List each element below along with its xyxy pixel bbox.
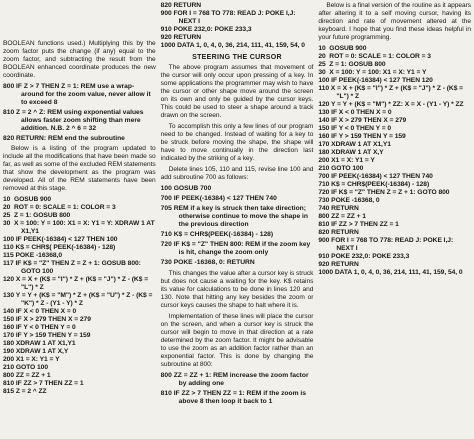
code-line: 150 IF X > 279 THEN X = 279 — [3, 316, 91, 323]
code-line: 100 GOSUB 700 — [160, 185, 212, 192]
listing-intro-paragraph: Below is a listing of the program updated to include all the modifications that have been made so far, as well as some of the excluded REM statements that show the development as the program was developed. All of the REM statements have been removed at this stage. — [3, 145, 156, 192]
code-line: 730 POKE -16368, 0: RETURN — [160, 259, 255, 266]
code-line: 150 IF Y < 0 THEN Y = 0 — [318, 125, 392, 132]
final-version-paragraph: Below is a final version of the routine as it appears after altering it to a self moving cursor, having its direction and rate of movement altered at the keyboard. I hope that you find these ideas helpful in your future programming. — [318, 2, 472, 41]
code-line: 1000 DATA 1, 0, 4, 0, 36, 214, 111, 41, 159, 54, 0 — [160, 42, 305, 49]
code-line: 120 Y = Y + (K$ = "M") * ZZ: X = X - (Y1 - Y) * ZZ — [318, 101, 464, 108]
code-line: 110 X = X + (K$ = "I") * Z + (K$ = "J") * Z - (K$ = "L") * Z — [318, 85, 465, 100]
program-listing-tail — [161, 2, 314, 50]
code-line: 730 POKE -16368, 0 — [318, 197, 380, 204]
code-line: 210 GOTO 100 — [3, 364, 49, 371]
code-line: 140 IF X < 0 THEN X = 0 — [3, 308, 77, 315]
code-line: 800 ZZ = ZZ + 1 — [3, 372, 51, 379]
code-line: 160 IF Y < 0 THEN Y = 0 — [3, 324, 76, 331]
note-line-800: 800 IF Z > 7 THEN Z = 1: REM use a wrap-around for the zoom value, never allow it to exceed 8 — [3, 83, 151, 106]
code-line: 210 GOTO 100 — [318, 165, 364, 172]
section-heading: STEERING THE CURSOR — [192, 54, 282, 61]
code-line: 910 POKE 232,0: POKE 233,3 — [318, 253, 410, 260]
code-line: 720 IF K$ = "Z" THEN Z = Z + 1: GOTO 800 — [318, 189, 450, 196]
code-line: 10 GOSUB 900 — [318, 45, 367, 52]
code-line: 900 FOR I = 768 TO 778: READ J: POKE I,J: NEXT I — [318, 237, 455, 252]
paragraph: This changes the value after a cursor key is struck but does not cause a waiting for the key. K$ retains its value for calculations to be done in lines 120 and 130. Note that hitting any key besides the zoom or cursor keys causes the shape to halt where it is. — [160, 270, 314, 309]
paragraph: Implementation of these lines will place the cursor on the screen, and when a cursor key is struck the cursor will begin to move in that direction at a rate determined by the zoom factor. It might be advisable to use the zoom as an addition factor rather than an exponential factor. This is done by changing the subroutine at 800: — [160, 313, 314, 368]
code-line: 810 IF ZZ > 7 THEN ZZ = 1: REM if the zoom is above 8 then loop it back to 1 — [160, 390, 306, 405]
code-line: 700 IF PEEK(-16384) < 127 THEN 740 — [318, 173, 433, 180]
program-listing-final — [318, 45, 471, 277]
code-line: 130 IF X < 0 THEN X = 0 — [318, 109, 392, 116]
code-line: 200 X1 = X: Y1 = Y — [3, 356, 60, 363]
subroutine-700-listing — [161, 185, 314, 267]
code-line: 810 IF ZZ > 7 THEN ZZ = 1 — [318, 221, 399, 228]
code-line: 25 Z = 1: GOSUB 800 — [3, 212, 71, 219]
code-line: 740 RETURN — [318, 205, 359, 212]
column-left — [3, 2, 156, 439]
code-line: 800 ZZ = ZZ + 1: REM increase the zoom factor by adding one — [160, 372, 309, 387]
column-right — [318, 2, 471, 439]
code-line: 10 GOSUB 900 — [3, 196, 52, 203]
code-line: 115 POKE -16368,0 — [3, 252, 63, 259]
paragraph: Delete lines 105, 110 and 115, revise line 100 and add subroutine 700 as follows: — [160, 166, 314, 181]
code-line: 190 XDRAW 1 AT X,Y — [3, 348, 69, 355]
code-line: 700 IF PEEK(-16384) < 127 THEN 740 — [160, 195, 277, 202]
code-line: 110 K$ = CHR$( PEEK(-16384) - 128) — [3, 244, 116, 251]
note-line-820: 820 RETURN: REM end the subroutine — [3, 135, 125, 142]
code-line: 820 RETURN — [318, 229, 359, 236]
code-line: 710 K$ = CHR$(PEEK(-16384) - 128) — [160, 231, 274, 238]
code-line: 180 XDRAW 1 AT X1,Y1 — [3, 340, 76, 347]
code-line: 800 ZZ = ZZ + 1 — [318, 213, 366, 220]
code-line: 20 ROT = 0: SCALE = 1: COLOR = 3 — [3, 204, 116, 211]
column-middle — [161, 2, 314, 439]
code-line: 100 IF PEEK(-16384) < 127 THEN 100 — [3, 236, 118, 243]
code-line: 25 Z = 1: GOSUB 800 — [318, 61, 386, 68]
code-line: 200 X1 = X: Y1 = Y — [318, 157, 375, 164]
intro-paragraph: BOOLEAN functions used.) Multiplying this by the zoom factor puts the change (if any) equal to the zoom factor, and subtracting the result from the BOOLEAN enhanced coordinate produces the new coordinate. — [3, 40, 156, 79]
code-line: 140 IF X > 279 THEN X = 279 — [318, 117, 407, 124]
code-line: 810 IF ZZ > 7 THEN ZZ = 1 — [3, 380, 84, 387]
code-line: 100 IF PEEK(-16384) < 127 THEN 120 — [318, 77, 433, 84]
note-line-810: 810 Z = 2 ^ Z: REM using exponential values allows faster zoom shifting than mere addition. N.B. 2 ^ 6 = 32 — [3, 109, 144, 132]
code-line: 20 ROT = 0: SCALE = 1: COLOR = 3 — [318, 53, 431, 60]
paragraph: The above program assumes that movement of the cursor will only occur upon pressing of a key. In some applications the programmer may wish to have the cursor or other shape move around the screen on its own and only be guided by the cursor keys. This could be used to steer a shape around a track drawn on the screen. — [160, 64, 314, 119]
code-line: 720 IF K$ = "Z" THEN 800: REM if the zoom key is hit, change the zoom only — [160, 241, 311, 256]
code-line: 1000 DATA 1, 0, 4, 0, 36, 214, 111, 41, 159, 54, 0 — [318, 269, 463, 276]
code-line: 705 REM if a key is struck then take direction; otherwise continue to move the shape in the previous direction — [160, 205, 308, 228]
code-line: 710 K$ = CHR$(PEEK(-16384) - 128) — [318, 181, 430, 188]
code-line: 30 X = 100: Y = 100: X1 = X: Y1 = Y — [318, 69, 427, 76]
code-line: 820 RETURN — [160, 2, 202, 9]
code-line: 170 XDRAW 1 AT X1,Y1 — [318, 141, 391, 148]
code-line: 920 RETURN — [318, 261, 359, 268]
code-line: 160 IF Y > 159 THEN Y = 159 — [318, 133, 406, 140]
code-line: 910 POKE 232,0: POKE 233,3 — [160, 26, 252, 33]
code-line: 120 X = X + (K$ = "I") * Z + (K$ = "J") * Z - (K$ = "L") * Z — [3, 276, 150, 291]
program-listing-1 — [3, 196, 156, 396]
code-line: 180 XDRAW 1 AT X,Y — [318, 149, 384, 156]
code-line: 815 Z = 2 ^ ZZ — [3, 388, 47, 395]
paragraph: To accomplish this only a few lines of our program need to be changed. Instead of waiting for a key to be struck before moving the shape, the shape will have to move continually in the direction last indicated by the striking of a key. — [160, 123, 314, 162]
code-line: 900 FOR I = 768 TO 778: READ J: POKE I,J: NEXT I — [160, 10, 298, 25]
code-line: 130 Y = Y + (K$ = "M") * Z + (K$ = "U") * Z - (K$ = "K") * Z - (Y1 - Y) * Z — [3, 292, 155, 307]
code-line: 170 IF Y > 159 THEN Y = 159 — [3, 332, 91, 339]
subroutine-800-listing — [161, 372, 314, 406]
code-line: 30 X = 100: Y = 100: X1 = X: Y1 = Y: XDRAW 1 AT X1,Y1 — [3, 220, 157, 235]
code-line: 117 IF K$ = "Z" THEN Z = Z + 1: GOSUB 800: GOTO 100 — [3, 260, 143, 275]
code-line: 920 RETURN — [160, 34, 202, 41]
